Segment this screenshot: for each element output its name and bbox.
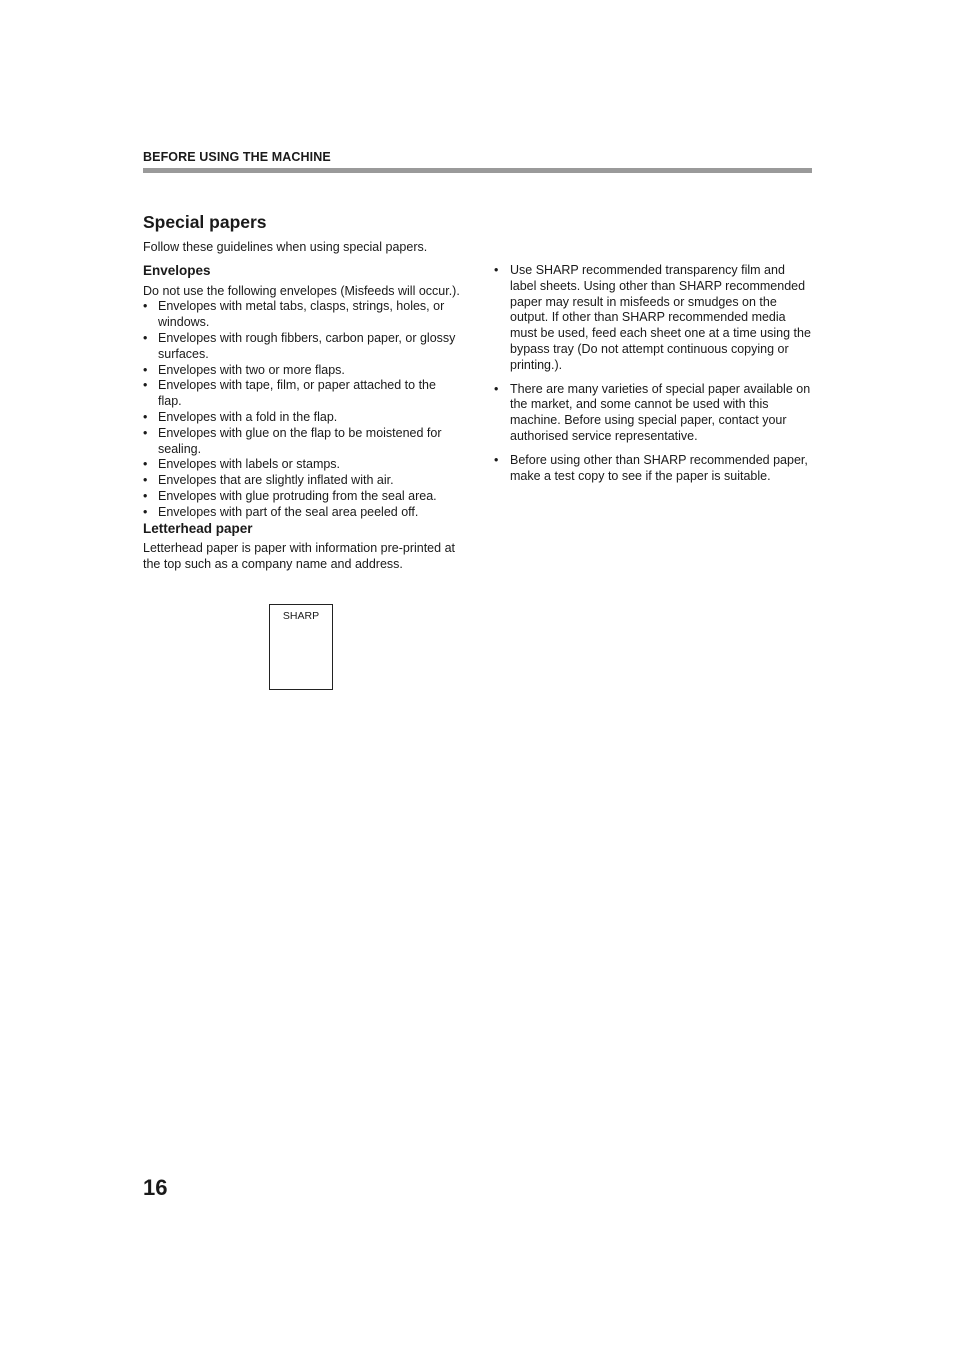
list-item: • Envelopes with glue on the flap to be moistened for sealing.: [143, 426, 461, 458]
envelopes-heading: Envelopes: [143, 262, 211, 278]
right-column: [494, 263, 812, 492]
letterhead-heading: Letterhead paper: [143, 520, 253, 536]
running-header: BEFORE USING THE MACHINE: [143, 150, 331, 164]
envelopes-list: [143, 299, 461, 520]
list-item: • Envelopes with a fold in the flap.: [143, 410, 461, 426]
letterhead-illustration: [269, 604, 333, 690]
envelopes-description: Do not use the following envelopes (Misfeeds will occur.).: [143, 283, 460, 298]
page-number: 16: [143, 1175, 168, 1200]
list-item: • Envelopes that are slightly inflated with air.: [143, 473, 461, 489]
list-item: • Envelopes with glue protruding from the seal area.: [143, 489, 461, 505]
list-item: • Envelopes with metal tabs, clasps, strings, holes, or windows.: [143, 299, 461, 331]
letterhead-brand-label: SHARP: [282, 610, 320, 622]
list-item: • Envelopes with part of the seal area peeled off.: [143, 505, 461, 521]
list-item: • There are many varieties of special paper available on the market, and some cannot be used with this machine. Before using special paper, contact your authorised service representative.: [494, 382, 812, 445]
list-item: • Envelopes with two or more flaps.: [143, 363, 461, 379]
section-title: Special papers: [143, 212, 267, 232]
list-item: • Use SHARP recommended transparency film and label sheets. Using other than SHARP recommended paper may result in misfeeds or smudges on the output. If other than SHARP recommended media must be used, feed each sheet one at a time using the bypass tray (Do not attempt continuous copying or printing.).: [494, 263, 812, 374]
header-rule: [143, 168, 812, 173]
left-column: [143, 240, 461, 581]
notes-list: [494, 263, 812, 484]
letterhead-description: Letterhead paper is paper with information pre-printed at the top such as a company name and address.: [143, 541, 455, 572]
list-item: • Before using other than SHARP recommended paper, make a test copy to see if the paper is suitable.: [494, 453, 812, 485]
list-item: • Envelopes with labels or stamps.: [143, 457, 461, 473]
list-item: • Envelopes with rough fibbers, carbon paper, or glossy surfaces.: [143, 331, 461, 363]
section-intro: Follow these guidelines when using special papers.: [143, 240, 428, 254]
list-item: • Envelopes with tape, film, or paper attached to the flap.: [143, 378, 461, 410]
